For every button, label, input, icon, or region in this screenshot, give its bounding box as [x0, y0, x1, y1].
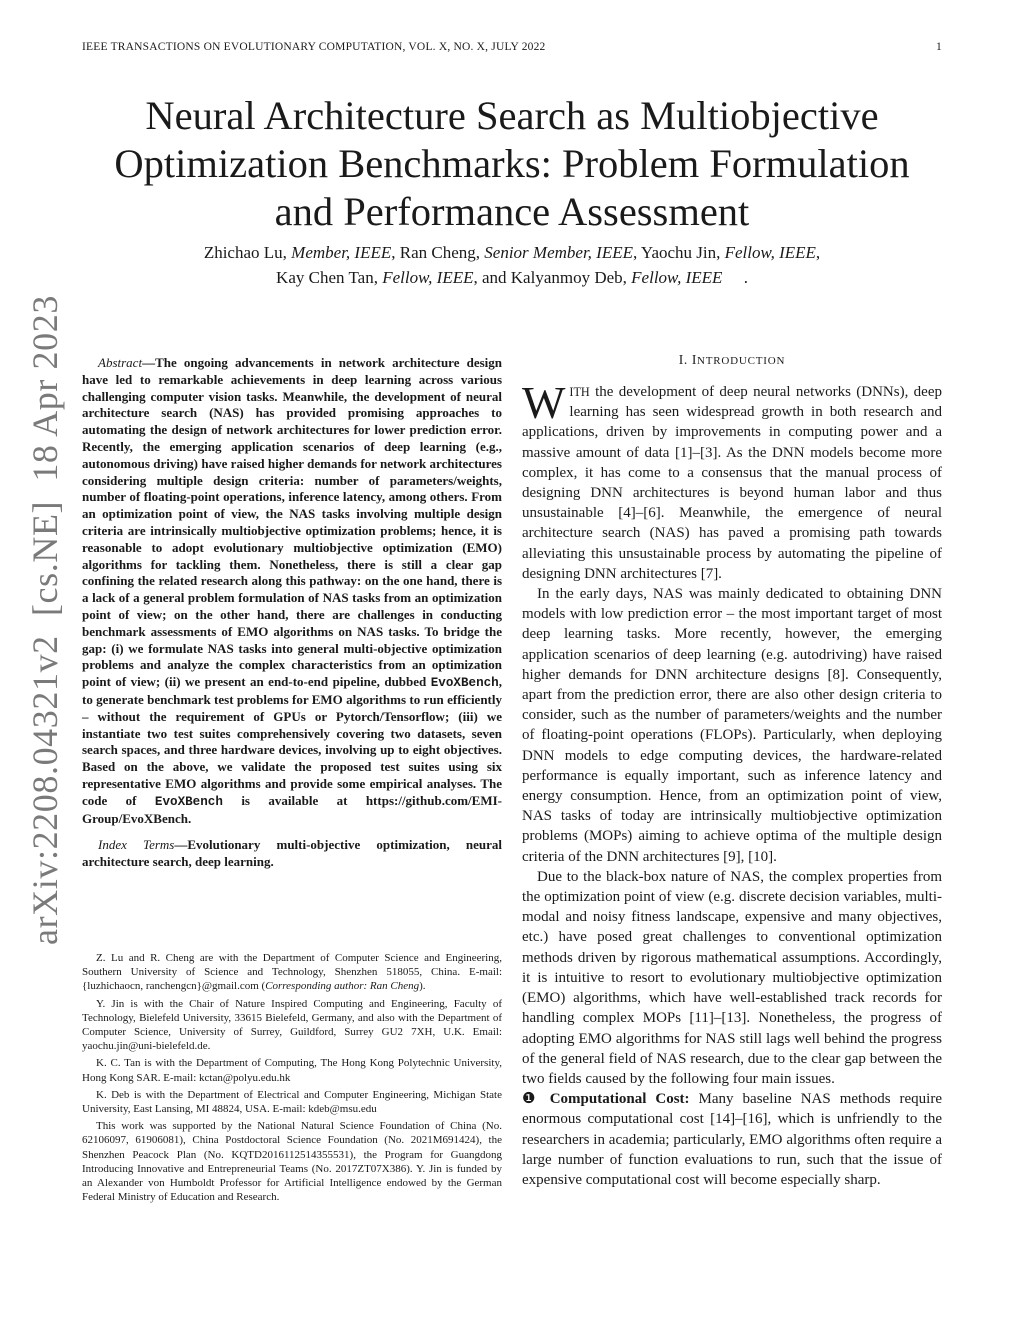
author-role: Senior Member, IEEE — [484, 243, 633, 262]
author-ran-cheng: , Ran Cheng, — [391, 243, 485, 262]
drop-cap: W — [522, 377, 566, 428]
footnote-tan: K. C. Tan is with the Department of Computing, The Hong Kong Polytechnic University, Hong Kong SAR. E-mail: kctan@polyu.edu.hk — [82, 1057, 502, 1084]
title-line-3: and Performance Assessment — [274, 189, 750, 234]
author-line-2 — [60, 265, 964, 290]
issue-computational-cost — [522, 1089, 942, 1190]
author-end: . — [722, 268, 748, 287]
intro-text-1: the development of deep neural networks (DNNs), deep learning has seen widespread growth in both research and applications, driven by improvements in computing power and a massive amount of data [1]–[3]. As the DNN models become more complex, it has come to a consensus that the manual process of designing DNN architectures is beyond human labor and thus unsustainable [4]–[6]. Meanwhile, the emergence of neural architecture search (NAS) has paved a promising path towards alleviating this unsustainable process by automating the pipeline of designing DNN architectures [7]. — [522, 384, 942, 582]
paper-title — [60, 92, 964, 236]
intro-paragraph-1 — [522, 377, 942, 584]
abstract — [82, 355, 502, 827]
index-terms — [82, 837, 502, 871]
author-kalyanmoy-deb: , and Kalyanmoy Deb, — [473, 268, 632, 287]
intro-paragraph-2: In the early days, NAS was mainly dedicated to obtaining DNN models with low prediction error – the most important target of most deep learning tasks. More recently, however, the emerging application scenarios of deep learning (e.g. autodriving) have raised higher demands for DNN architecture designs [8]. Consequently, apart from the prediction error, there are also other design criteria to consider, such as the number of parameters/weights and the number of floating-point operations (FLOPs). Particularly, when deploying DNN models to edge computing devices, the hardware-related performance is equally important, such as inference latency and energy consumption. Hence, from an optimization point of view, NAS tasks of today are intrinsically multiobjective optimization problems (MOPs) aiming to achieve optima of the multiple design criteria of the DNN architectures [9], [10]. — [522, 586, 942, 865]
author-role: Member, IEEE — [291, 243, 392, 262]
section-title-first: I — [691, 352, 697, 367]
author-role: Fellow, IEEE — [724, 243, 816, 262]
right-column — [522, 352, 942, 1190]
footnote-corresponding: Corresponding author: Ran Cheng — [265, 980, 420, 993]
author-line-1 — [60, 240, 964, 265]
left-column — [82, 355, 502, 871]
index-terms-text: —Evolutionary multi-objective optimization, neural architecture search, deep learning. — [82, 837, 502, 870]
page-number: 1 — [936, 41, 942, 53]
footnote-jin: Y. Jin is with the Chair of Nature Inspired Computing and Engineering, Faculty of Technology, Bielefeld University, 33615 Bielefeld, Germany, and also with the Department of Computer Science, University of Surrey, Guildford, Surrey GU2 7XH, U.K. Email: yaochu.jin@uni-bielefeld.de. — [82, 997, 502, 1053]
footnote-text-end: ). — [419, 980, 426, 993]
bullet-text: Many baseline NAS methods require enormous computational cost [14]–[16], which is unfriendly to the researchers in academia; particularly, EMO algorithms often require a large number of function evaluations to run, such that the issue of expensive computational cost will become especially sharp. — [522, 1091, 942, 1188]
section-number: I. — [678, 352, 692, 367]
footnote-funding: This work was supported by the National Natural Science Foundation of China (No. 62106097, 61906081), China Postdoctoral Science Foundation (No. 2021M691424), the Shenzhen Peacock Plan (No. KQTD2016112514355531), the Program for Guangdong Introducing Innovative and Entrepreneurial Teams (No. 2017ZT07X386). Y. Jin is funded by an Alexander von Humboldt Professor for Artificial Intelligence endowed by the German Federal Ministry of Education and Research. — [82, 1120, 502, 1204]
author-zhichao-lu: Zhichao Lu, — [203, 243, 292, 262]
author-role: Fellow, IEEE — [631, 268, 723, 287]
footnote-lu-cheng — [82, 951, 502, 994]
footnotes — [82, 951, 502, 1207]
footnote-deb: K. Deb is with the Department of Electrical and Computer Engineering, Michigan State University, East Lansing, MI 48824, USA. E-mail: kdeb@msu.edu — [82, 1088, 502, 1116]
author-list — [60, 240, 964, 290]
bullet-label: Computational Cost: — [540, 1091, 690, 1108]
title-line-2: Optimization Benchmarks: Problem Formulation — [114, 141, 910, 186]
intro-paragraph-3: Due to the black-box nature of NAS, the complex properties from the optimization point of view (e.g. discrete decision variables, multi-modal and noisy fitness landscape, expensive and many objectives, etc.) have posed great challenges to conventional optimization methods driven by rigorous mathematical assumptions. Accordingly, it is intuitive to resort to evolutionary multiobjective optimization (EMO) algorithms, which have well-established track records for handling complex MOPs [11]–[13]. Nonetheless, the progress of adopting EMO algorithms for NAS still lags well behind the progress of the general field of NAS research, due to the clear gap between the two fields caused by the following four main issues. — [522, 868, 942, 1087]
author-role: Fellow, IEEE — [382, 268, 474, 287]
bullet-marker: ❶ — [522, 1091, 541, 1108]
author-yaochu-jin: , Yaochu Jin, — [633, 243, 725, 262]
code-name: EvoXBench — [430, 676, 499, 691]
arxiv-stamp: arXiv:2208.04321v2 [cs.NE] 18 Apr 2023 — [25, 295, 65, 945]
code-name: EvoXBench — [154, 794, 223, 809]
abstract-text-1: —The ongoing advancements in network architecture design have led to remarkable achievements in deep learning across various challenging computer vision tasks. Meanwhile, the development of neural architecture search (NAS) has provided promising approaches to automating the design of network architectures for lower prediction error. Recently, the emerging application scenarios of deep learning (e.g., autonomous driving) have raised higher demands for network architectures considering multiple design criteria: number of parameters/weights, number of floating-point operations, inference latency, among others. From an optimization point of view, the NAS tasks involving multiple design criteria are intrinsically multiobjective optimization problems; hence, it is reasonable to adopt evolutionary multiobjective optimization (EMO) algorithms for tackling them. Nonetheless, there is still a clear gap confining the related research along this pathway: on the one hand, there is a lack of a general problem formulation of NAS tasks from an optimization point of view; on the other hand, there are challenges in conducting benchmark assessments of EMO algorithms on NAS tasks. To bridge the gap: (i) we formulate NAS tasks into general multi-objective optimization problems and analyze the complex characteristics from an optimization point of view; (ii) we present an end-to-end pipeline, dubbed — [82, 355, 502, 690]
abstract-label: Abstract — [98, 355, 143, 370]
author-kay-chen-tan: Kay Chen Tan, — [276, 268, 383, 287]
running-header: IEEE TRANSACTIONS ON EVOLUTIONARY COMPUTATION, VOL. X, NO. X, JULY 2022 — [82, 41, 546, 53]
author-separator: , — [815, 243, 821, 262]
index-terms-label: Index Terms — [98, 837, 175, 853]
section-title-rest: NTRODUCTION — [696, 355, 786, 367]
section-heading-introduction — [522, 352, 942, 368]
abstract-text-2: , to generate benchmark test problems for EMO algorithms to run efficiently – without the requirement of GPUs or Pytorch/Tensorflow; (iii) we instantiate two test suites comprehensively covering two datasets, seven search spaces, and three hardware devices, involving up to eight objectives. Based on the above, we validate the proposed test suites using six representative EMO algorithms and provide some empirical analyses. The code of — [82, 674, 502, 808]
abstract-text-3: is available at https://github.com/EMI-Group/EvoXBench. — [82, 792, 502, 826]
intro-caps: ITH — [569, 385, 590, 399]
footnote-text: Z. Lu and R. Cheng are with the Department of Computer Science and Engineering, Southern University of Science and Technology, Shenzhen 518055, China. E-mail: {luzhichaocn, ranchengcn}@gmail.com ( — [82, 952, 502, 993]
title-line-1: Neural Architecture Search as Multiobjective — [145, 93, 879, 138]
